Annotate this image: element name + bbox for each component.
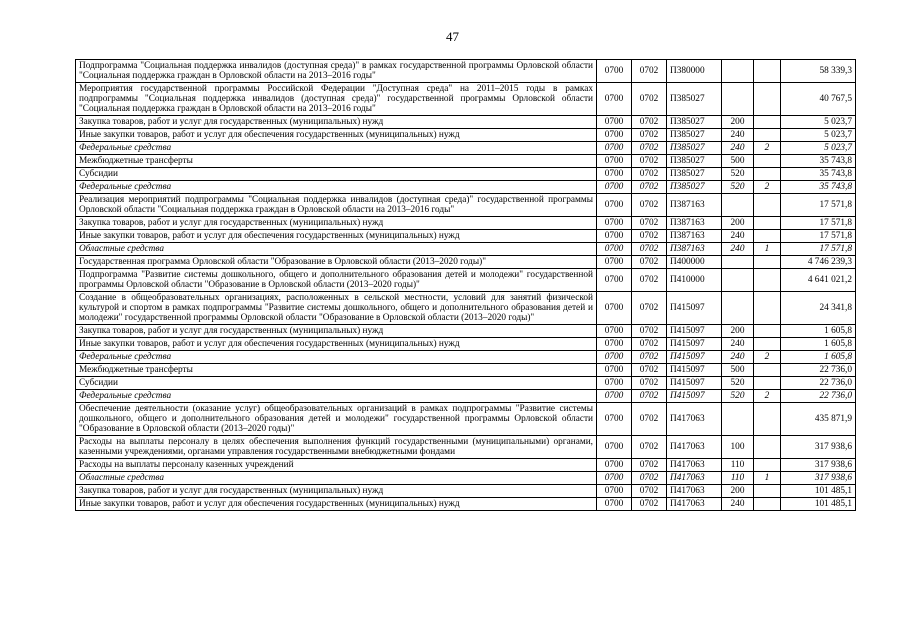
section-code: 0700	[597, 155, 632, 168]
section-code: 0700	[597, 142, 632, 155]
expense-type-code: 200	[722, 485, 754, 498]
section-code: 0700	[597, 325, 632, 338]
section-code: 0700	[597, 390, 632, 403]
funding-source-code	[754, 459, 781, 472]
table-row	[76, 436, 856, 459]
subsection-code: 0702	[632, 269, 667, 292]
row-name: Федеральные средства	[76, 390, 597, 403]
funding-source-code	[754, 436, 781, 459]
amount: 17 571,8	[781, 230, 856, 243]
section-code: 0700	[597, 168, 632, 181]
section-code: 0700	[597, 243, 632, 256]
expense-type-code	[722, 194, 754, 217]
section-code: 0700	[597, 498, 632, 511]
table-row	[76, 217, 856, 230]
section-code: 0700	[597, 194, 632, 217]
amount: 5 023,7	[781, 116, 856, 129]
expense-type-code: 240	[722, 243, 754, 256]
table-row	[76, 364, 856, 377]
subsection-code: 0702	[632, 194, 667, 217]
article-code: П387163	[667, 217, 722, 230]
subsection-code: 0702	[632, 485, 667, 498]
expense-type-code: 240	[722, 230, 754, 243]
article-code: П387163	[667, 243, 722, 256]
section-code: 0700	[597, 459, 632, 472]
table-row	[76, 243, 856, 256]
article-code: П385027	[667, 129, 722, 142]
expense-type-code: 520	[722, 377, 754, 390]
page-number: 47	[446, 29, 459, 44]
funding-source-code	[754, 377, 781, 390]
row-name: Иные закупки товаров, работ и услуг для обеспечения государственных (муниципальных) нужд	[76, 338, 597, 351]
subsection-code: 0702	[632, 325, 667, 338]
amount: 317 938,6	[781, 472, 856, 485]
expense-type-code: 200	[722, 116, 754, 129]
table-row	[76, 390, 856, 403]
funding-source-code	[754, 155, 781, 168]
funding-source-code	[754, 403, 781, 436]
table-row	[76, 459, 856, 472]
section-code: 0700	[597, 129, 632, 142]
section-code: 0700	[597, 364, 632, 377]
table-row	[76, 116, 856, 129]
row-name: Межбюджетные трансферты	[76, 155, 597, 168]
amount: 35 743,8	[781, 155, 856, 168]
article-code: П415097	[667, 292, 722, 325]
article-code: П415097	[667, 364, 722, 377]
subsection-code: 0702	[632, 142, 667, 155]
expense-type-code	[722, 256, 754, 269]
table-row	[76, 230, 856, 243]
table-row	[76, 83, 856, 116]
funding-source-code	[754, 498, 781, 511]
funding-source-code	[754, 269, 781, 292]
subsection-code: 0702	[632, 377, 667, 390]
expense-type-code	[722, 83, 754, 116]
subsection-code: 0702	[632, 351, 667, 364]
article-code: П387163	[667, 194, 722, 217]
subsection-code: 0702	[632, 390, 667, 403]
expense-type-code: 240	[722, 351, 754, 364]
subsection-code: 0702	[632, 129, 667, 142]
subsection-code: 0702	[632, 459, 667, 472]
expense-type-code: 500	[722, 155, 754, 168]
funding-source-code	[754, 116, 781, 129]
expense-type-code	[722, 292, 754, 325]
amount: 317 938,6	[781, 459, 856, 472]
subsection-code: 0702	[632, 168, 667, 181]
row-name: Иные закупки товаров, работ и услуг для обеспечения государственных (муниципальных) нужд	[76, 129, 597, 142]
article-code: П417063	[667, 459, 722, 472]
row-name: Областные средства	[76, 243, 597, 256]
funding-source-code: 2	[754, 181, 781, 194]
article-code: П385027	[667, 168, 722, 181]
row-name: Расходы на выплаты персоналу в целях обеспечения выполнения функций государственными (муниципальными) органами, казенными учреждениями, органами управления государственными внебюджетными фондами	[76, 436, 597, 459]
article-code: П410000	[667, 269, 722, 292]
row-name: Иные закупки товаров, работ и услуг для обеспечения государственных (муниципальных) нужд	[76, 498, 597, 511]
budget-table	[75, 59, 856, 511]
expense-type-code: 200	[722, 325, 754, 338]
subsection-code: 0702	[632, 256, 667, 269]
article-code: П385027	[667, 83, 722, 116]
section-code: 0700	[597, 377, 632, 390]
article-code: П417063	[667, 498, 722, 511]
expense-type-code: 500	[722, 364, 754, 377]
table-row	[76, 269, 856, 292]
section-code: 0700	[597, 403, 632, 436]
subsection-code: 0702	[632, 338, 667, 351]
budget-table-body	[76, 60, 856, 511]
amount: 101 485,1	[781, 485, 856, 498]
article-code: П417063	[667, 403, 722, 436]
expense-type-code: 520	[722, 168, 754, 181]
table-row	[76, 325, 856, 338]
row-name: Областные средства	[76, 472, 597, 485]
article-code: П415097	[667, 351, 722, 364]
amount: 4 746 239,3	[781, 256, 856, 269]
funding-source-code	[754, 194, 781, 217]
amount: 5 023,7	[781, 142, 856, 155]
section-code: 0700	[597, 292, 632, 325]
section-code: 0700	[597, 60, 632, 83]
amount: 317 938,6	[781, 436, 856, 459]
row-name: Создание в общеобразовательных организациях, расположенных в сельской местности, условий для занятий физической культурой и спортом в рамках подпрограммы "Развитие системы дошкольного, общего и дополнительного образования детей и молодежи" государственной программы Орловской области "Образование в Орловской области (2013–2020 годы)"	[76, 292, 597, 325]
funding-source-code: 2	[754, 390, 781, 403]
expense-type-code	[722, 403, 754, 436]
row-name: Реализация мероприятий подпрограммы "Социальная поддержка инвалидов (доступная среда)" государственной программы Орловской области "Социальная поддержка граждан в Орловской области на 2013–2016 годы"	[76, 194, 597, 217]
table-row	[76, 351, 856, 364]
subsection-code: 0702	[632, 364, 667, 377]
table-row	[76, 60, 856, 83]
funding-source-code	[754, 168, 781, 181]
funding-source-code	[754, 485, 781, 498]
subsection-code: 0702	[632, 498, 667, 511]
funding-source-code	[754, 338, 781, 351]
article-code: П400000	[667, 256, 722, 269]
funding-source-code	[754, 83, 781, 116]
row-name: Федеральные средства	[76, 142, 597, 155]
expense-type-code: 110	[722, 472, 754, 485]
subsection-code: 0702	[632, 230, 667, 243]
row-name: Субсидии	[76, 377, 597, 390]
row-name: Федеральные средства	[76, 351, 597, 364]
subsection-code: 0702	[632, 472, 667, 485]
table-row	[76, 377, 856, 390]
subsection-code: 0702	[632, 181, 667, 194]
amount: 17 571,8	[781, 243, 856, 256]
funding-source-code: 2	[754, 142, 781, 155]
subsection-code: 0702	[632, 403, 667, 436]
subsection-code: 0702	[632, 292, 667, 325]
expense-type-code: 240	[722, 129, 754, 142]
section-code: 0700	[597, 269, 632, 292]
table-row	[76, 485, 856, 498]
amount: 22 736,0	[781, 390, 856, 403]
expense-type-code	[722, 60, 754, 83]
table-row	[76, 194, 856, 217]
section-code: 0700	[597, 256, 632, 269]
row-name: Мероприятия государственной программы Российской Федерации "Доступная среда" на 2011–2015 годы в рамках подпрограммы "Социальная поддержка инвалидов (доступная среда)" государственной программы Орловской области "Социальная поддержка граждан в Орловской области на 2013–2016 годы"	[76, 83, 597, 116]
table-row	[76, 338, 856, 351]
funding-source-code	[754, 60, 781, 83]
table-row	[76, 168, 856, 181]
article-code: П415097	[667, 338, 722, 351]
subsection-code: 0702	[632, 436, 667, 459]
funding-source-code: 1	[754, 472, 781, 485]
article-code: П385027	[667, 116, 722, 129]
subsection-code: 0702	[632, 60, 667, 83]
section-code: 0700	[597, 338, 632, 351]
funding-source-code	[754, 292, 781, 325]
row-name: Закупка товаров, работ и услуг для государственных (муниципальных) нужд	[76, 325, 597, 338]
subsection-code: 0702	[632, 155, 667, 168]
article-code: П380000	[667, 60, 722, 83]
expense-type-code: 520	[722, 181, 754, 194]
expense-type-code: 240	[722, 498, 754, 511]
row-name: Субсидии	[76, 168, 597, 181]
section-code: 0700	[597, 436, 632, 459]
row-name: Иные закупки товаров, работ и услуг для обеспечения государственных (муниципальных) нужд	[76, 230, 597, 243]
amount: 58 339,3	[781, 60, 856, 83]
funding-source-code: 1	[754, 243, 781, 256]
article-code: П417063	[667, 472, 722, 485]
section-code: 0700	[597, 181, 632, 194]
row-name: Государственная программа Орловской области "Образование в Орловской области (2013–2020 годы)"	[76, 256, 597, 269]
funding-source-code	[754, 256, 781, 269]
amount: 1 605,8	[781, 351, 856, 364]
amount: 17 571,8	[781, 217, 856, 230]
expense-type-code: 240	[722, 142, 754, 155]
table-row	[76, 403, 856, 436]
subsection-code: 0702	[632, 217, 667, 230]
funding-source-code	[754, 217, 781, 230]
table-row	[76, 181, 856, 194]
table-row	[76, 498, 856, 511]
article-code: П385027	[667, 181, 722, 194]
funding-source-code	[754, 129, 781, 142]
section-code: 0700	[597, 230, 632, 243]
article-code: П415097	[667, 325, 722, 338]
subsection-code: 0702	[632, 243, 667, 256]
table-row	[76, 472, 856, 485]
expense-type-code: 520	[722, 390, 754, 403]
expense-type-code: 100	[722, 436, 754, 459]
table-row	[76, 129, 856, 142]
row-name: Межбюджетные трансферты	[76, 364, 597, 377]
table-row	[76, 292, 856, 325]
funding-source-code	[754, 230, 781, 243]
amount: 35 743,8	[781, 181, 856, 194]
row-name: Расходы на выплаты персоналу казенных учреждений	[76, 459, 597, 472]
row-name: Закупка товаров, работ и услуг для государственных (муниципальных) нужд	[76, 116, 597, 129]
table-row	[76, 256, 856, 269]
funding-source-code: 2	[754, 351, 781, 364]
article-code: П385027	[667, 155, 722, 168]
section-code: 0700	[597, 83, 632, 116]
article-code: П417063	[667, 485, 722, 498]
expense-type-code	[722, 269, 754, 292]
amount: 1 605,8	[781, 338, 856, 351]
expense-type-code: 110	[722, 459, 754, 472]
article-code: П385027	[667, 142, 722, 155]
section-code: 0700	[597, 351, 632, 364]
section-code: 0700	[597, 485, 632, 498]
table-row	[76, 142, 856, 155]
amount: 17 571,8	[781, 194, 856, 217]
funding-source-code	[754, 325, 781, 338]
amount: 435 871,9	[781, 403, 856, 436]
subsection-code: 0702	[632, 83, 667, 116]
article-code: П415097	[667, 390, 722, 403]
article-code: П387163	[667, 230, 722, 243]
amount: 35 743,8	[781, 168, 856, 181]
expense-type-code: 200	[722, 217, 754, 230]
row-name: Федеральные средства	[76, 181, 597, 194]
funding-source-code	[754, 364, 781, 377]
amount: 24 341,8	[781, 292, 856, 325]
amount: 4 641 021,2	[781, 269, 856, 292]
amount: 101 485,1	[781, 498, 856, 511]
row-name: Закупка товаров, работ и услуг для государственных (муниципальных) нужд	[76, 485, 597, 498]
amount: 5 023,7	[781, 129, 856, 142]
article-code: П415097	[667, 377, 722, 390]
section-code: 0700	[597, 116, 632, 129]
amount: 22 736,0	[781, 364, 856, 377]
expense-type-code: 240	[722, 338, 754, 351]
section-code: 0700	[597, 217, 632, 230]
row-name: Подпрограмма "Социальная поддержка инвалидов (доступная среда)" в рамках государственной программы Орловской области "Социальная поддержка граждан в Орловской области на 2013–2016 годы"	[76, 60, 597, 83]
row-name: Закупка товаров, работ и услуг для государственных (муниципальных) нужд	[76, 217, 597, 230]
amount: 22 736,0	[781, 377, 856, 390]
subsection-code: 0702	[632, 116, 667, 129]
row-name: Подпрограмма "Развитие системы дошкольного, общего и дополнительного образования детей и молодежи" государственной программы Орловской области "Образование в Орловской области (2013–2020 годы)"	[76, 269, 597, 292]
amount: 40 767,5	[781, 83, 856, 116]
row-name: Обеспечение деятельности (оказание услуг) общеобразовательных организаций в рамках подпрограммы "Развитие системы дошкольного, общего и дополнительного образования детей и молодежи" государственной программы Орловской области "Образование в Орловской области (2013–2020 годы)"	[76, 403, 597, 436]
section-code: 0700	[597, 472, 632, 485]
article-code: П417063	[667, 436, 722, 459]
amount: 1 605,8	[781, 325, 856, 338]
table-row	[76, 155, 856, 168]
